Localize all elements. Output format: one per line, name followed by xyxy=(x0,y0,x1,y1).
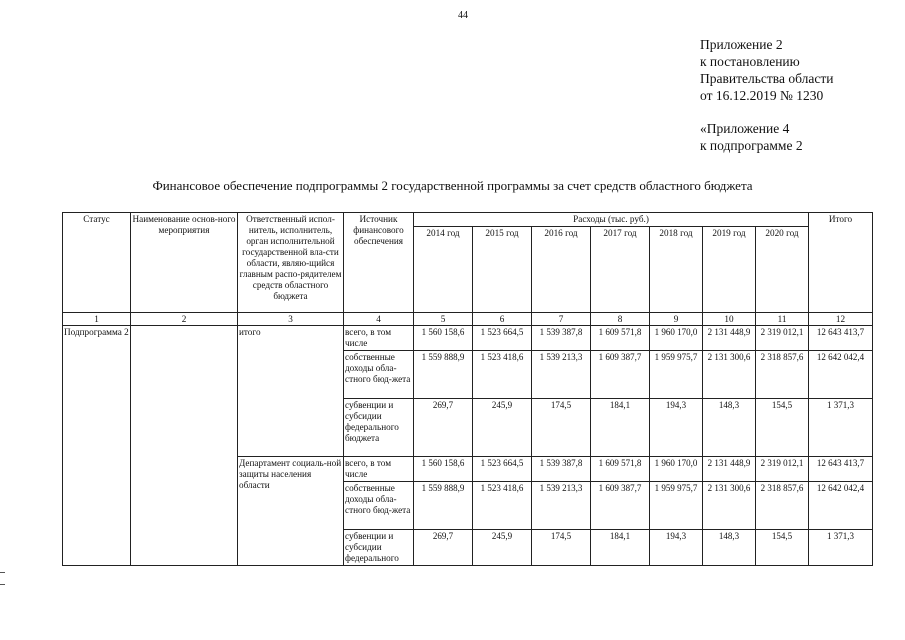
value-cell: 1 539 387,8 xyxy=(532,457,591,482)
total-cell: 12 642 042,4 xyxy=(809,351,873,399)
executor-cell: Департамент социаль-ной защиты населения области xyxy=(238,457,344,566)
margin-mark xyxy=(0,572,5,573)
finance-table xyxy=(62,212,873,566)
value-cell: 148,3 xyxy=(703,530,756,566)
page-number: 44 xyxy=(458,10,468,21)
total-cell: 1 371,3 xyxy=(809,399,873,457)
value-cell: 2 131 448,9 xyxy=(703,326,756,351)
value-cell: 1 539 213,3 xyxy=(532,482,591,530)
column-numbers-row xyxy=(63,313,873,326)
source-cell: субвенции и субсидии федерального xyxy=(344,530,414,566)
value-cell: 1 559 888,9 xyxy=(414,351,473,399)
value-cell: 1 609 387,7 xyxy=(591,482,650,530)
column-number: 12 xyxy=(809,313,873,326)
header-event-name: Наименование основ-ного мероприятия xyxy=(131,213,238,313)
table-row xyxy=(63,326,873,351)
column-number: 9 xyxy=(650,313,703,326)
value-cell: 1 523 664,5 xyxy=(473,326,532,351)
source-cell: всего, в том числе xyxy=(344,326,414,351)
header-year: 2016 год xyxy=(532,227,591,313)
total-cell: 12 643 413,7 xyxy=(809,457,873,482)
status-cell: Подпрограмма 2 xyxy=(63,326,131,566)
total-cell: 1 371,3 xyxy=(809,530,873,566)
column-number: 5 xyxy=(414,313,473,326)
value-cell: 1 539 213,3 xyxy=(532,351,591,399)
column-number: 1 xyxy=(63,313,131,326)
value-cell: 1 539 387,8 xyxy=(532,326,591,351)
header-year: 2014 год xyxy=(414,227,473,313)
value-cell: 1 609 387,7 xyxy=(591,351,650,399)
value-cell: 1 959 975,7 xyxy=(650,351,703,399)
value-cell: 1 960 170,0 xyxy=(650,326,703,351)
header-status: Статус xyxy=(63,213,131,313)
column-number: 2 xyxy=(131,313,238,326)
value-cell: 1 560 158,6 xyxy=(414,326,473,351)
event-name-cell xyxy=(131,326,238,566)
value-cell: 1 523 418,6 xyxy=(473,351,532,399)
header-total: Итого xyxy=(809,213,873,313)
document-title: Финансовое обеспечение подпрограммы 2 государственной программы за счет средств областного бюджета xyxy=(152,178,753,193)
value-cell: 184,1 xyxy=(591,399,650,457)
header-executor: Ответственный испол-нитель, исполнитель, орган исполнительной государственной вла-сти области, являю-щийся главным распо-рядителем средств областного бюджета xyxy=(238,213,344,313)
source-cell: субвенции и субсидии федерального бюджета xyxy=(344,399,414,457)
value-cell: 269,7 xyxy=(414,530,473,566)
column-number: 3 xyxy=(238,313,344,326)
total-cell: 12 643 413,7 xyxy=(809,326,873,351)
value-cell: 174,5 xyxy=(532,399,591,457)
value-cell: 1 523 664,5 xyxy=(473,457,532,482)
appendix-line: «Приложение 4 xyxy=(700,121,790,136)
appendix-line: от 16.12.2019 № 1230 xyxy=(700,88,824,103)
column-number: 8 xyxy=(591,313,650,326)
column-number: 10 xyxy=(703,313,756,326)
executor-cell: итого xyxy=(238,326,344,457)
value-cell: 2 131 448,9 xyxy=(703,457,756,482)
value-cell: 148,3 xyxy=(703,399,756,457)
value-cell: 2 131 300,6 xyxy=(703,351,756,399)
value-cell: 2 131 300,6 xyxy=(703,482,756,530)
value-cell: 1 960 170,0 xyxy=(650,457,703,482)
column-number: 4 xyxy=(344,313,414,326)
value-cell: 245,9 xyxy=(473,530,532,566)
value-cell: 1 959 975,7 xyxy=(650,482,703,530)
value-cell: 154,5 xyxy=(756,399,809,457)
value-cell: 194,3 xyxy=(650,399,703,457)
appendix-line: к постановлению xyxy=(700,54,800,69)
value-cell: 174,5 xyxy=(532,530,591,566)
header-year: 2017 год xyxy=(591,227,650,313)
appendix-block xyxy=(700,36,833,154)
header-source: Источник финансового обеспечения xyxy=(344,213,414,313)
header-year: 2020 год xyxy=(756,227,809,313)
value-cell: 2 318 857,6 xyxy=(756,482,809,530)
column-number: 6 xyxy=(473,313,532,326)
margin-mark xyxy=(0,584,5,585)
value-cell: 2 319 012,1 xyxy=(756,457,809,482)
column-number: 11 xyxy=(756,313,809,326)
total-cell: 12 642 042,4 xyxy=(809,482,873,530)
value-cell: 154,5 xyxy=(756,530,809,566)
value-cell: 2 318 857,6 xyxy=(756,351,809,399)
value-cell: 269,7 xyxy=(414,399,473,457)
header-year: 2015 год xyxy=(473,227,532,313)
value-cell: 184,1 xyxy=(591,530,650,566)
value-cell: 194,3 xyxy=(650,530,703,566)
source-cell: собственные доходы обла-стного бюд-жета xyxy=(344,482,414,530)
value-cell: 1 609 571,8 xyxy=(591,457,650,482)
source-cell: собственные доходы обла-стного бюд-жета xyxy=(344,351,414,399)
value-cell: 1 559 888,9 xyxy=(414,482,473,530)
column-number: 7 xyxy=(532,313,591,326)
header-expenses: Расходы (тыс. руб.) xyxy=(414,213,809,227)
appendix-line: Правительства области xyxy=(700,71,834,86)
value-cell: 2 319 012,1 xyxy=(756,326,809,351)
value-cell: 1 560 158,6 xyxy=(414,457,473,482)
header-year: 2019 год xyxy=(703,227,756,313)
value-cell: 1 609 571,8 xyxy=(591,326,650,351)
value-cell: 245,9 xyxy=(473,399,532,457)
header-year: 2018 год xyxy=(650,227,703,313)
source-cell: всего, в том числе xyxy=(344,457,414,482)
appendix-line: Приложение 2 xyxy=(700,37,783,52)
value-cell: 1 523 418,6 xyxy=(473,482,532,530)
appendix-line: к подпрограмме 2 xyxy=(700,138,803,153)
